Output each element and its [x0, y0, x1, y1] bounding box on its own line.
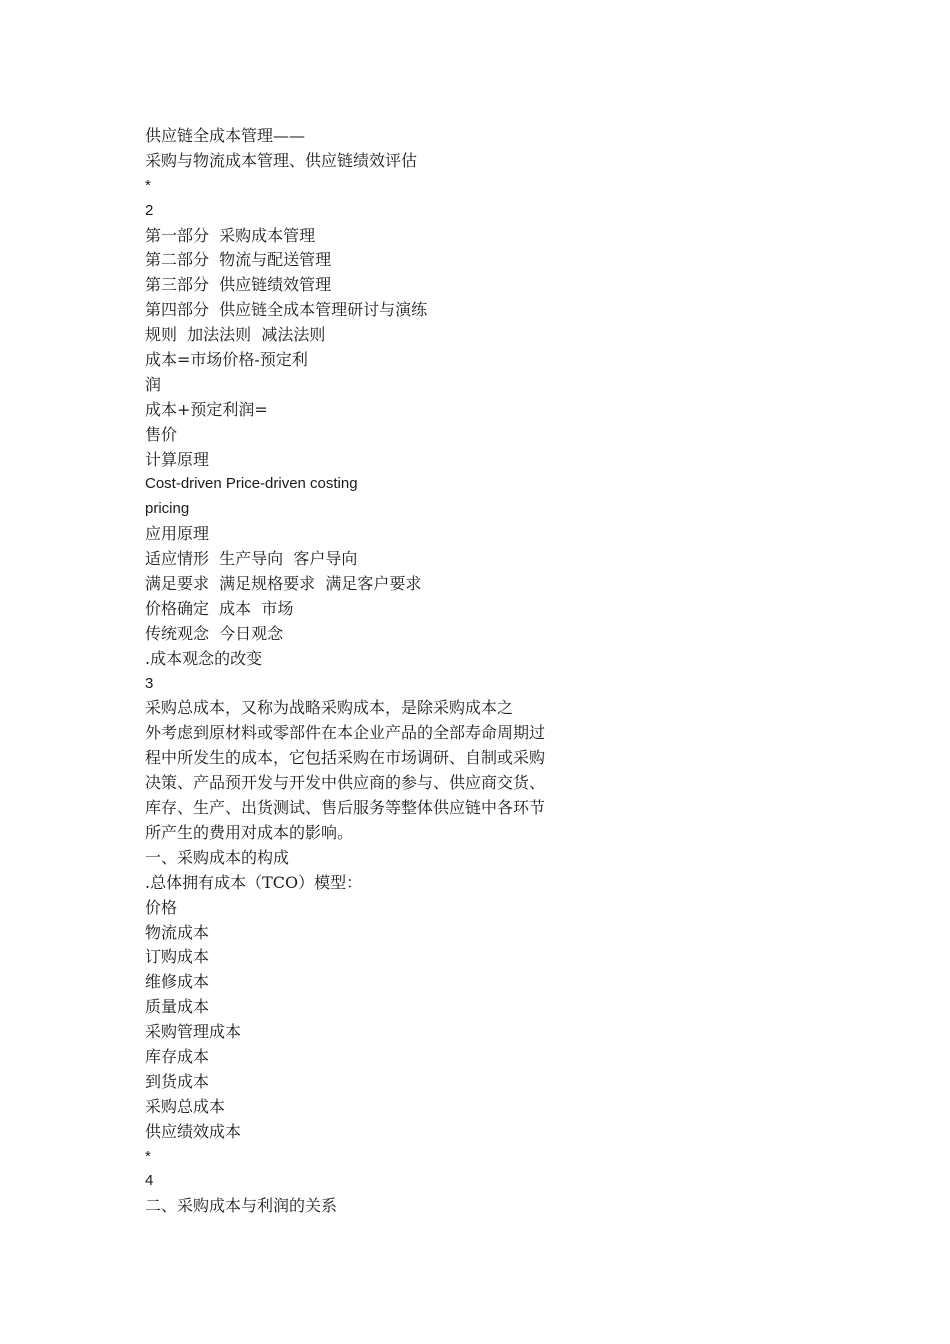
doc-line: 程中所发生的成本，它包括采购在市场调研、自制或采购	[145, 748, 546, 768]
doc-line: 所产生的费用对成本的影响。	[145, 822, 354, 842]
doc-line: 第二部分 物流与配送管理	[145, 250, 332, 270]
doc-line: 物流成本	[145, 922, 210, 942]
page-number: 2	[145, 201, 154, 219]
doc-line: 满足要求 满足规格要求 满足客户要求	[145, 574, 422, 594]
doc-line: 第三部分 供应链绩效管理	[145, 275, 332, 295]
doc-line: *	[145, 1147, 151, 1165]
doc-line: 润	[145, 374, 162, 394]
doc-line: 售价	[145, 424, 178, 444]
doc-line: 供应链全成本管理——	[145, 126, 306, 145]
doc-line: 订购成本	[145, 947, 210, 967]
doc-line: .总体拥有成本（TCO）模型：	[145, 872, 363, 892]
doc-line: 库存成本	[145, 1046, 210, 1066]
doc-line: 采购管理成本	[145, 1022, 242, 1042]
doc-line: 采购与物流成本管理、供应链绩效评估	[145, 150, 418, 170]
doc-line: 库存、生产、出货测试、售后服务等整体供应链中各环节	[145, 798, 546, 818]
doc-line: 采购总成本	[145, 1096, 226, 1116]
doc-line: 决策、产品预开发与开发中供应商的参与、供应商交货、	[145, 773, 546, 793]
doc-line: 成本+预定利润=	[145, 399, 268, 419]
doc-line: 一、采购成本的构成	[145, 847, 290, 867]
doc-line: 价格	[145, 897, 178, 917]
page-number: 3	[145, 674, 154, 692]
doc-line: 第一部分 采购成本管理	[145, 225, 316, 245]
doc-line: 价格确定 成本 市场	[145, 598, 294, 618]
doc-line: 质量成本	[145, 997, 210, 1017]
doc-line: 二、采购成本与利润的关系	[145, 1196, 338, 1216]
document-body	[145, 124, 705, 1219]
doc-line: 应用原理	[145, 524, 210, 544]
doc-line: 到货成本	[145, 1071, 210, 1091]
doc-line: 采购总成本，又称为战略采购成本，是除采购成本之	[145, 698, 514, 718]
doc-line: *	[145, 176, 151, 194]
doc-line: Cost-driven Price-driven costing	[145, 475, 358, 493]
doc-line: pricing	[145, 500, 190, 518]
doc-line: 适应情形 生产导向 客户导向	[145, 549, 358, 569]
doc-line: 规则 加法法则 减法法则	[145, 325, 326, 345]
doc-line: 外考虑到原材料或零部件在本企业产品的全部寿命周期过	[145, 723, 546, 743]
doc-line: 第四部分 供应链全成本管理研讨与演练	[145, 300, 428, 320]
page-number: 4	[145, 1172, 154, 1190]
doc-line: .成本观念的改变	[145, 648, 263, 668]
doc-line: 传统观念 今日观念	[145, 623, 284, 643]
doc-line: 供应绩效成本	[145, 1121, 242, 1141]
doc-line: 计算原理	[145, 449, 210, 469]
doc-line: 成本=市场价格-预定利	[145, 350, 308, 370]
doc-line: 维修成本	[145, 972, 210, 992]
